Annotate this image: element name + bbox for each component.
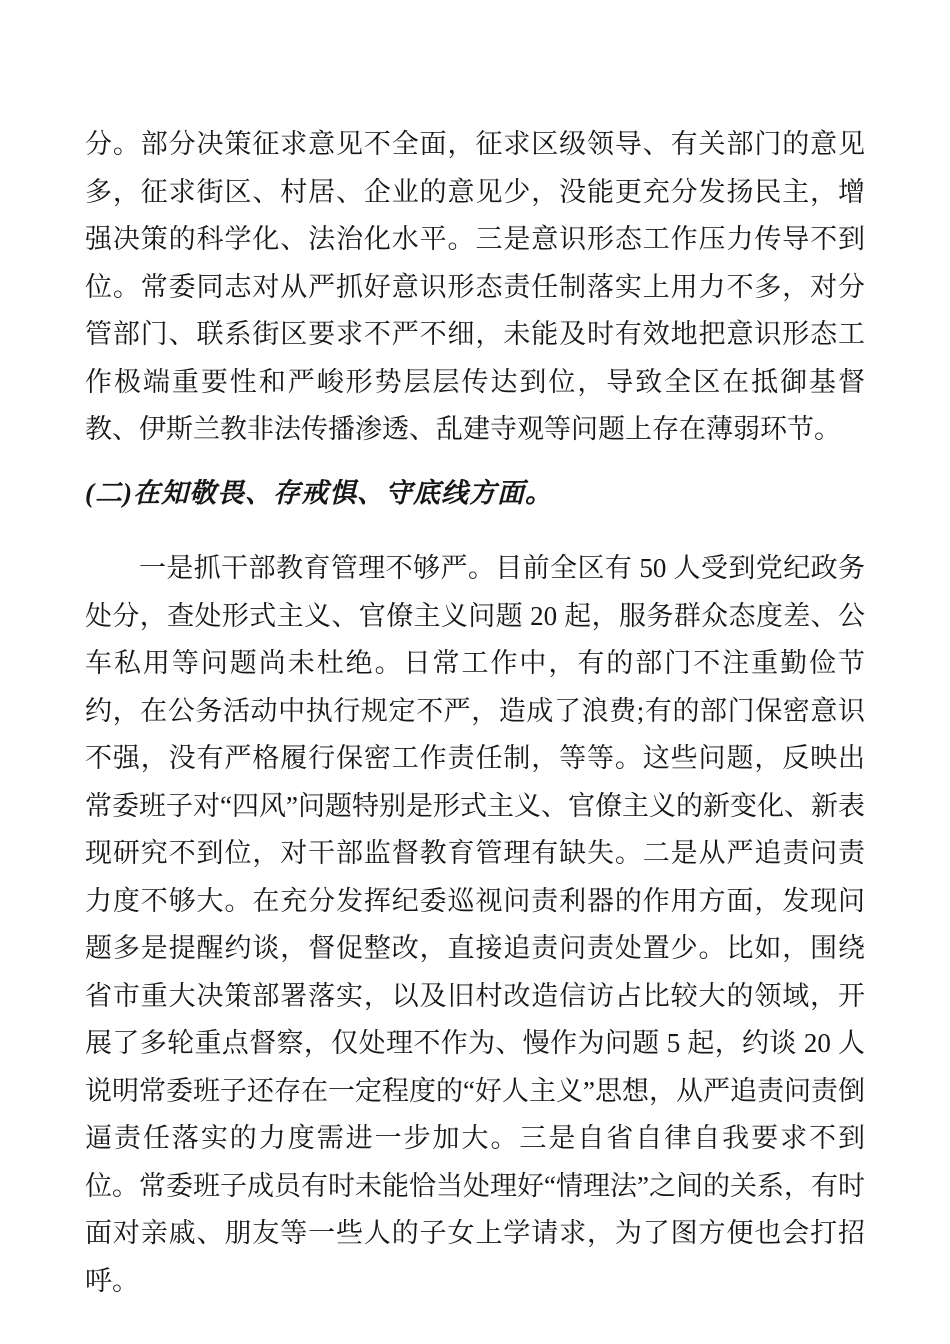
section-heading: (二)在知敬畏、存戒惧、守底线方面。 xyxy=(85,477,553,508)
paragraph-body: 一是抓干部教育管理不够严。目前全区有 50 人受到党纪政务处分，查处形式主义、官僚主义问题 20 起，服务群众态度差、公车私用等问题尚未杜绝。日常工作中，有的部门不注重勤俭节约，在公务活动中执行规定不严，造成了浪费;有的部门保密意识不强，没有严格履行保密工作责任制，等等。这些问题，反映出常委班子对“四风”问题特别是形式主义、官僚主义的新变化、新表现研究不到位，对干部监督教育管理有缺失。二是从严追责问责力度不够大。在充分发挥纪委巡视问责利器的作用方面，发现问题多是提醒约谈，督促整改，直接追责问责处置少。比如，围绕省市重大决策部署落实，以及旧村改造信访占比较大的领域，开展了多轮重点督察，仅处理不作为、慢作为问题 5 起，约谈 20 人说明常委班子还存在一定程度的“好人主义”思想，从严追责问责倒逼责任落实的力度需进一步加大。三是自省自律自我要求不到位。常委班子成员有时未能恰当处理好“情理法”之间的关系，有时面对亲戚、朋友等一些人的子女上学请求，为了图方便也会打招呼。 xyxy=(85,553,865,1296)
paragraph-continuation: 分。部分决策征求意见不全面，征求区级领导、有关部门的意见多，征求街区、村居、企业的意见少，没能更充分发扬民主，增强决策的科学化、法治化水平。三是意识形态工作压力传导不到位。常委同志对从严抓好意识形态责任制落实上用力不多，对分管部门、联系街区要求不严不细，未能及时有效地把意识形态工作极端重要性和严峻形势层层传达到位，导致全区在抵御基督教、伊斯兰教非法传播渗透、乱建寺观等问题上存在薄弱环节。 xyxy=(85,129,865,444)
